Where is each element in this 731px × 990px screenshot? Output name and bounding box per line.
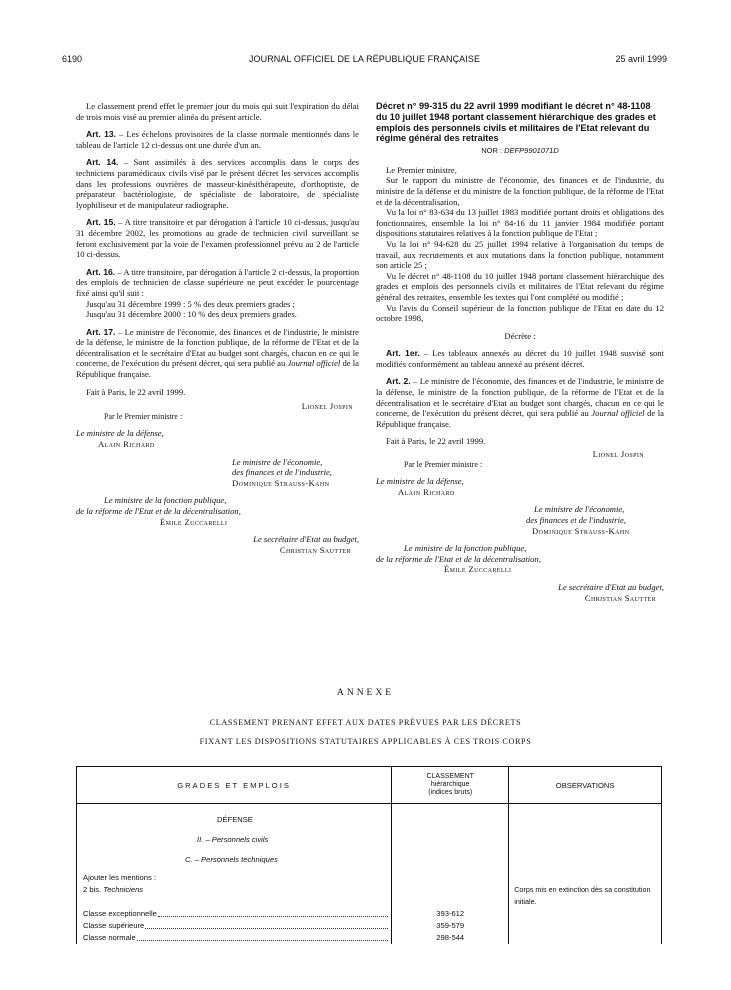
table-row (77, 932, 662, 944)
annexe-subtitle: CLASSEMENT PRENANT EFFET AUX DATES PRÉVUES PAR LES DÉCRETS (209, 718, 522, 727)
classification-table (76, 766, 662, 944)
article-text: – A titre transitoire et par dérogation à l'article 10 ci-dessus, jusqu'au 31 décembre 2002, les promotions au grade de technicien civil surveillant se feront exclusivement par la voie de l'examen professionnel prévu au 2 de l'article 10 ci-dessus. (76, 217, 359, 260)
paragraph: Vu la loi n° 83-634 du 13 juillet 1983 modifiée portant droits et obligations des fonctionnaires, ensemble la loi n° 84-16 du 11 janvier 1984 modifiée portant dispositions statutaires relatives à la fonction publique de l'Etat ; (376, 207, 664, 239)
grade-label: Classe exceptionnelle (83, 909, 157, 918)
paragraph: Vu l'avis du Conseil supérieur de la fonction publique de l'Etat en date du 12 octobre 1998, (376, 302, 664, 324)
signatory-title: Le ministre de la défense, (76, 428, 164, 439)
signatory-title: de la réforme de l'Etat et de la décentralisation, (76, 506, 241, 516)
article-1 (376, 348, 664, 369)
signatory-name: Lionel Jospin (592, 449, 644, 460)
annexe-title: ANNEXE (336, 688, 395, 698)
grade-label: Classe normale (83, 933, 136, 942)
column-header-classement: CLASSEMENT hiérarchique (indices bruts) (392, 767, 509, 804)
section-subtitle: II. – Personnels civils (77, 834, 392, 846)
signatory-name: Christian Sautter (584, 592, 656, 603)
table-row (77, 908, 662, 920)
observation: Corps mis en extinction dès sa constitution initiale. (509, 884, 662, 908)
signature-place-date: Fait à Paris, le 22 avril 1999. (386, 436, 486, 447)
signatory-name: Émile Zuccarelli (160, 516, 228, 527)
paragraph: Sur le rapport du ministre de l'économie, des finances et de l'industrie, du ministre de la défense et du ministre de la fonction publique, de la réforme de l'Etat et de la décentralisation, (376, 175, 664, 207)
article-16 (76, 267, 359, 299)
paragraph: Le Premier ministre, (386, 164, 457, 175)
indices-value: 393-612 (392, 908, 509, 920)
paragraph: Vu le décret n° 48-1108 du 10 juillet 1948 portant classement hiérarchique des grades et emplois des personnels civils et militaires de l'Etat relevant du régime général des retraites, ensemble les textes qui l'ont complété ou modifié ; (376, 270, 664, 302)
signatory-name: Alain Richard (398, 486, 455, 497)
left-column (76, 101, 359, 555)
article-label: Art. 14. (86, 157, 119, 168)
right-column (376, 101, 664, 603)
nor-label: NOR : (481, 146, 505, 156)
signatory-title: de la réforme de l'Etat et de la décentralisation, (376, 553, 541, 564)
annexe-subtitle: FIXANT LES DISPOSITIONS STATUTAIRES APPLICABLES À CES TROIS CORPS (199, 737, 532, 746)
signatory-title: Le ministre de la fonction publique, (404, 543, 527, 554)
decrete: Décrète : (504, 330, 536, 341)
article-text: – Le ministre de l'économie, des finances et de l'industrie, le ministre de la défense, le ministre de la fonction publique, de la réforme de l'Etat et de la décentralisation et le secrétaire d'Etat au budget sont chargés, chacun en ce qui le concerne, de l'exécution du présent décret, qui sera publié au (376, 376, 664, 419)
signature-place-date: Fait à Paris, le 22 avril 1999. (86, 386, 186, 397)
journal-title: JOURNAL OFFICIEL DE LA RÉPUBLIQUE FRANÇAISE (248, 54, 481, 64)
decree-title: Décret n° 99-315 du 22 avril 1999 modifiant le décret n° 48-1108 du 10 juillet 1948 portant classement hiérarchique des grades et emplois des personnels civils et militaires de l'Etat relevant du régime général des retraites (376, 101, 656, 144)
signatory-label: Par le Premier ministre : (404, 459, 483, 469)
table-row (77, 920, 662, 932)
journal-name: Journal officiel (591, 408, 645, 419)
paragraph: Le classement prend effet le premier jour du mois qui suit l'expiration du délai de trois mois visé au premier alinéa du présent article. (76, 101, 359, 122)
article-16-line: Jusqu'au 31 décembre 1999 : 5 % des deux premiers grades ; (86, 298, 295, 309)
signatory-name: Émile Zuccarelli (444, 564, 512, 575)
article-17 (76, 327, 359, 380)
page-header (62, 54, 667, 68)
signatory-title: des finances et de l'industrie, (526, 515, 626, 525)
article-label: Art. 1er. (386, 348, 420, 359)
indices-value: 298-544 (392, 932, 509, 944)
signatory-title: Le secrétaire d'Etat au budget, (253, 534, 359, 545)
article-label: Art. 2. (386, 376, 411, 387)
signatory-title: Le ministre de l'économie, (534, 504, 625, 515)
nor-code: DEFP9901071D (504, 146, 559, 156)
signatory-name: Lionel Jospin (301, 401, 353, 412)
column-header-grades: GRADES ET EMPLOIS (77, 767, 392, 804)
article-text: – Sont assimilés à des services accomplis dans le corps des techniciens paramédicaux civils visé par le présent décret les services accomplis dans les professions ouvrières de masseur-kinésithérapeute, d'orthoptiste, de préparateur bactériologiste, de spécialiste de laboratoire, de spécialiste lyophiliseur et de manipulateur radiographe. (76, 157, 359, 210)
article-14 (76, 157, 359, 210)
grade-label: Classe supérieure (83, 921, 145, 930)
issue-date: 25 avril 1999 (615, 54, 667, 64)
article-2 (376, 376, 664, 429)
indices-value: 359-579 (392, 920, 509, 932)
article-label: Art. 17. (86, 326, 116, 337)
article-text: – Le ministre de l'économie, des finances et de l'industrie, le ministre de la défense, le ministre de la fonction publique, de la réforme de l'Etat et de la décentralisation et le secrétaire d'Etat au budget sont chargés, chacun en ce qui le concerne, de l'exécution du présent décret, qui sera publié au (76, 326, 359, 369)
article-text: – Les tableaux annexés au décret du 10 juillet 1948 susvisé sont modifiés conformément au tableau annexé au présent décret. (376, 348, 664, 369)
article-label: Art. 13. (86, 129, 117, 140)
article-13 (76, 129, 359, 150)
nor-reference (376, 146, 664, 157)
signatory-name: Dominique Strauss-Kahn (232, 477, 330, 488)
article-text: – A titre transitoire, par dérogation à l'article 2 ci-dessus, la proportion des emplois de technicien de classe supérieure ne peut excéder le pourcentage fixé ainsi qu'il suit : (76, 266, 359, 298)
article-text-end: de la République française. (76, 358, 359, 380)
signatory-title: Le ministre de la défense, (376, 476, 464, 487)
section-title: DÉFENSE (77, 814, 392, 826)
signatory-name: Christian Sautter (279, 544, 351, 555)
signatory-title: Le ministre de la fonction publique, (104, 495, 227, 506)
journal-name: Journal officiel (287, 358, 341, 369)
instruction: Ajouter les mentions : (77, 872, 392, 884)
article-15 (76, 217, 359, 259)
article-label: Art. 15. (86, 217, 116, 228)
paragraph: Vu la loi n° 94-628 du 25 juillet 1994 relative à l'organisation du temps de travail, aux recrutements et aux mutations dans la fonction publique, notamment son article 25 ; (376, 238, 664, 271)
article-label: Art. 16. (86, 266, 116, 277)
column-header-observations: OBSERVATIONS (509, 767, 662, 804)
signatory-label: Par le Premier ministre : (104, 411, 183, 421)
article-text-end: de la République française. (376, 408, 664, 429)
article-text: – Les échelons provisoires de la classe normale mentionnés dans le tableau de l'article 12 ci-dessus ont une durée d'un an. (76, 129, 359, 150)
signatory-name: Dominique Strauss-Kahn (532, 525, 630, 536)
signatory-name: Alain Richard (98, 439, 155, 450)
signatory-title: Le ministre de l'économie, (232, 456, 323, 467)
page-number: 6190 (62, 54, 83, 64)
signatory-title: des finances et de l'industrie, (232, 467, 332, 478)
signatures (76, 387, 359, 556)
section-subtitle: C. – Personnels techniques (77, 854, 392, 866)
article-16-line: Jusqu'au 31 décembre 2000 : 10 % des deux premiers grades. (86, 309, 297, 320)
corps-label: 2 bis. Techniciens (77, 884, 392, 900)
signatory-title: Le secrétaire d'Etat au budget, (558, 581, 664, 592)
signatures (376, 436, 664, 603)
